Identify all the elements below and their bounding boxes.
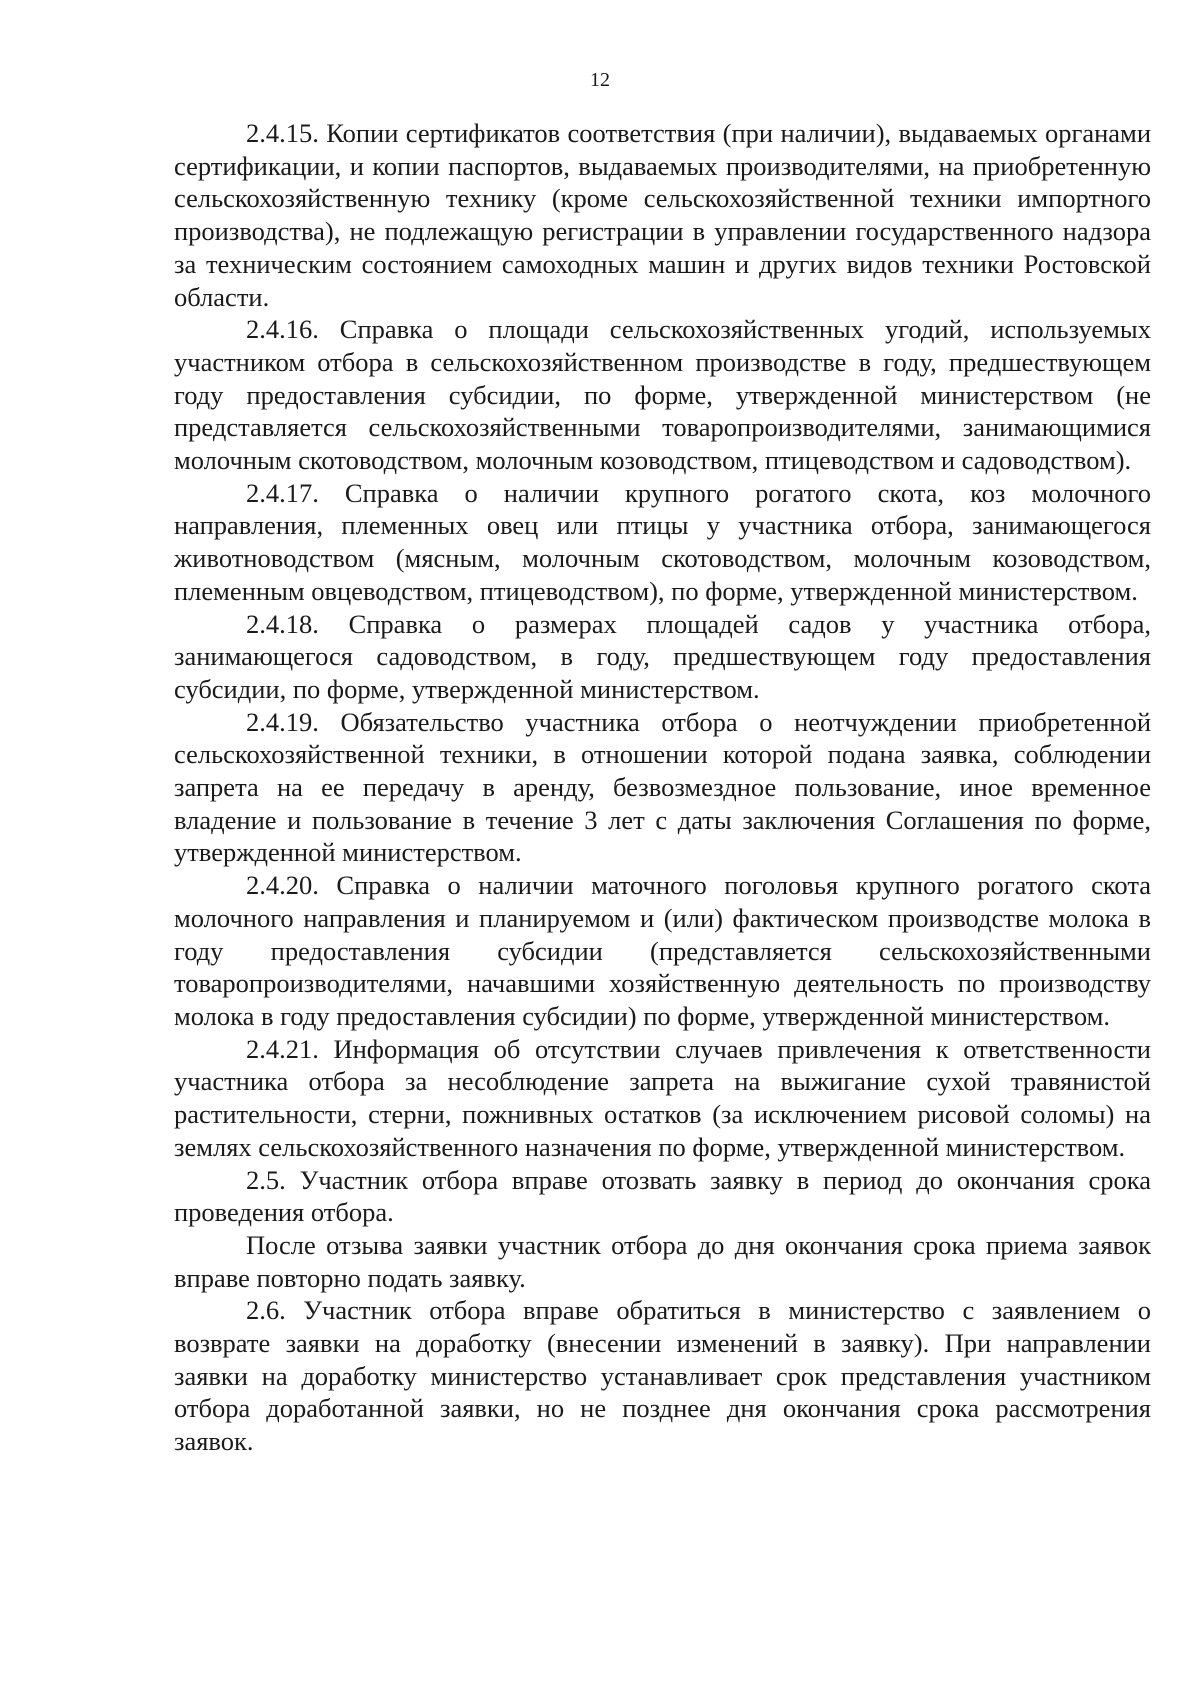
paragraph-2-4-19: 2.4.19. Обязательство участника отбора о неотчуждении приобретенной сельскохозяйственной техники, в отношении которой подана заявка, соблюдении запрета на ее передачу в аренду, безвозмездное пользование, иное временное владение и пользование в течение 3 лет с даты заключения Соглашения по форме, утвержденной министерством. [174,706,1151,868]
paragraph-2-4-16: 2.4.16. Справка о площади сельскохозяйственных угодий, используемых участником отбора в сельскохозяйственном производстве в году, предшествующем году предоставления субсидии, по форме, утвержденной министерством (не представляется сельскохозяйственными товаропроизводителями, занимающимися молочным скотоводством, молочным козоводством, птицеводством и садоводством). [174,314,1151,476]
page-number: 12 [590,69,610,91]
document-body [174,117,1151,1458]
paragraph-2-4-21: 2.4.21. Информация об отсутствии случаев привлечения к ответственности участника отбора за несоблюдение запрета на выжигание сухой травянистой растительности, стерни, пожнивных остатков (за исключением рисовой соломы) на землях сельскохозяйственного назначения по форме, утвержденной министерством. [174,1033,1151,1162]
paragraph-2-4-15: 2.4.15. Копии сертификатов соответствия (при наличии), выдаваемых органами сертификации, и копии паспортов, выдаваемых производителями, на приобретенную сельскохозяйственную технику (кроме сельскохозяйственной техники импортного производства), не подлежащую регистрации в управлении государственного надзора за техническим состоянием самоходных машин и других видов техники Ростовской области. [174,118,1151,312]
paragraph-withdrawal-resubmission: После отзыва заявки участник отбора до дня окончания срока приема заявок вправе повторно подать заявку. [174,1229,1151,1293]
paragraph-2-6: 2.6. Участник отбора вправе обратиться в министерство с заявлением о возврате заявки на доработку (внесении изменений в заявку). При направлении заявки на доработку министерство устанавливает срок представления участником отбора доработанной заявки, но не позднее дня окончания срока рассмотрения заявок. [174,1295,1151,1457]
paragraph-2-5: 2.5. Участник отбора вправе отозвать заявку в период до окончания срока проведения отбора. [174,1164,1151,1228]
paragraph-2-4-20: 2.4.20. Справка о наличии маточного поголовья крупного рогатого скота молочного направления и планируемом и (или) фактическом производстве молока в году предоставления субсидии (представляется сельскохозяйственными товаропроизводителями, начавшими хозяйственную деятельность по производству молока в году предоставления субсидии) по форме, утвержденной министерством. [174,870,1151,1031]
paragraph-2-4-18: 2.4.18. Справка о размерах площадей садов у участника отбора, занимающегося садоводством, в году, предшествующем году предоставления субсидии, по форме, утвержденной министерством. [174,608,1151,704]
paragraph-2-4-17: 2.4.17. Справка о наличии крупного рогатого скота, коз молочного направления, племенных овец или птицы у участника отбора, занимающегося животноводством (мясным, молочным скотоводством, молочным козоводством, племенным овцеводством, птицеводством), по форме, утвержденной министерством. [174,477,1151,606]
